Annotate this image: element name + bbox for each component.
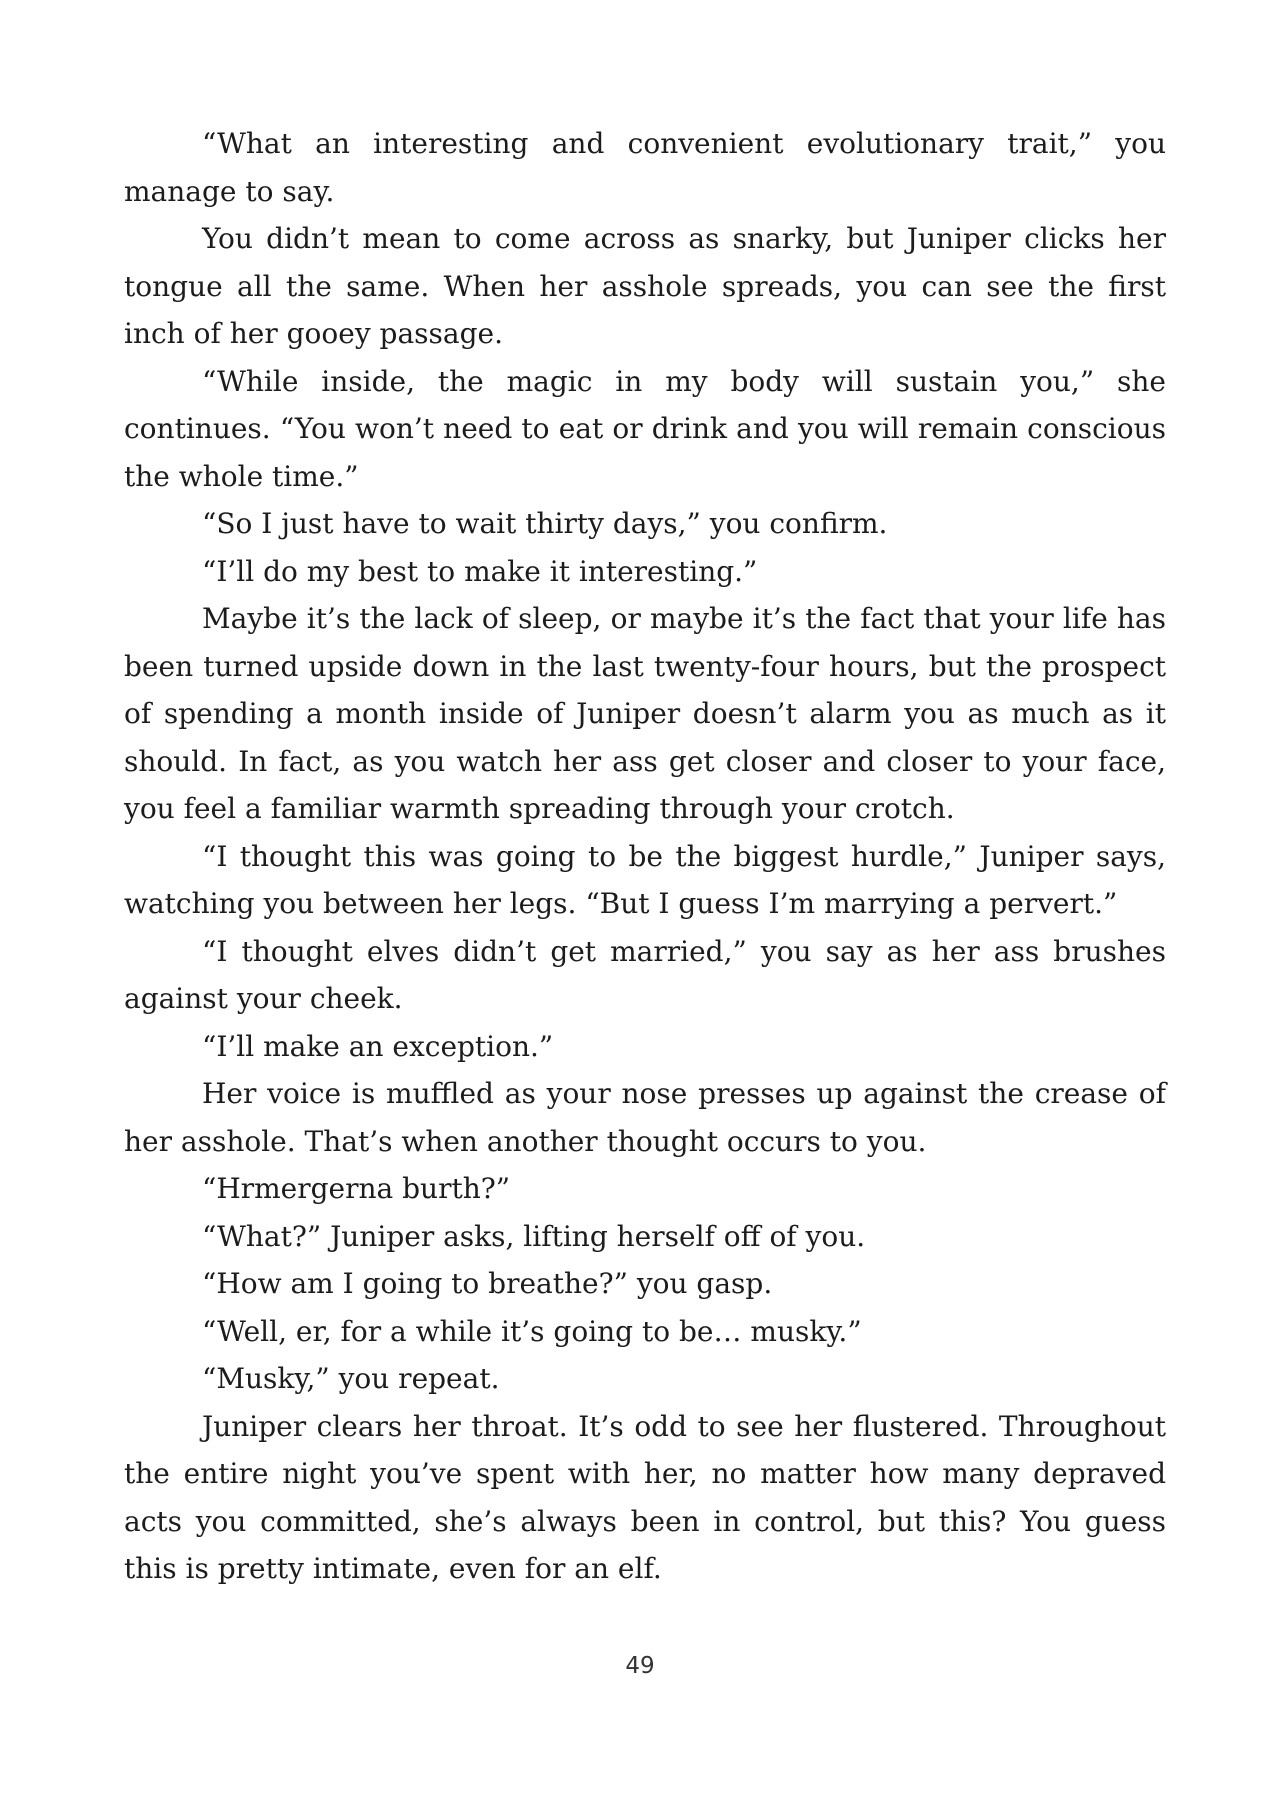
page-number: 49 — [625, 1653, 655, 1679]
paragraph: Juniper clears her throat. It’s odd to see her flustered. Throughout the entire night you’ve spent with her, no matter how many depraved acts you committed, she’s always been in control, but this? You guess this is pretty intimate, even for an elf. — [124, 1409, 1166, 1585]
paragraph: “Well, er, for a while it’s going to be… musky.” — [202, 1314, 862, 1348]
paragraph: “How am I going to breathe?” you gasp. — [202, 1267, 773, 1300]
paragraph: “What an interesting and convenient evolutionary trait,” you manage to say. — [124, 127, 1166, 208]
paragraph: “I’ll make an exception.” — [202, 1029, 554, 1063]
paragraph: Her voice is muffled as your nose presses up against the crease of her asshole. That’s when another thought occurs to you. — [124, 1077, 1166, 1158]
paragraph: “What?” Juniper asks, lifting herself off of you. — [202, 1219, 866, 1253]
paragraph: “While inside, the magic in my body will sustain you,” she continues. “You won’t need to eat or drink and you will remain conscious the whole time.” — [124, 364, 1166, 493]
paragraph: “I’ll do my best to make it interesting.” — [202, 554, 758, 588]
body-text — [124, 120, 1166, 1593]
paragraph: “Musky,” you repeat. — [202, 1362, 500, 1395]
paragraph: Maybe it’s the lack of sleep, or maybe it’s the fact that your life has been turned upside down in the last twenty-four hours, but the prospect of spending a month inside of Juniper doesn’t alarm you as much as it should. In fact, as you watch her ass get closer and closer to your face, you feel a familiar warmth spreading through your crotch. — [124, 602, 1166, 825]
paragraph: “Hrmergerna burth?” — [202, 1172, 511, 1205]
paragraph: You didn’t mean to come across as snarky, but Juniper clicks her tongue all the same. When her asshole spreads, you can see the first inch of her gooey passage. — [124, 222, 1166, 350]
paragraph: “I thought elves didn’t get married,” you say as her ass brushes against your cheek. — [124, 934, 1166, 1015]
paragraph: “I thought this was going to be the biggest hurdle,” Juniper says, watching you between her legs. “But I guess I’m marrying a pervert.” — [124, 839, 1166, 920]
paragraph: “So I just have to wait thirty days,” you confirm. — [202, 507, 888, 540]
